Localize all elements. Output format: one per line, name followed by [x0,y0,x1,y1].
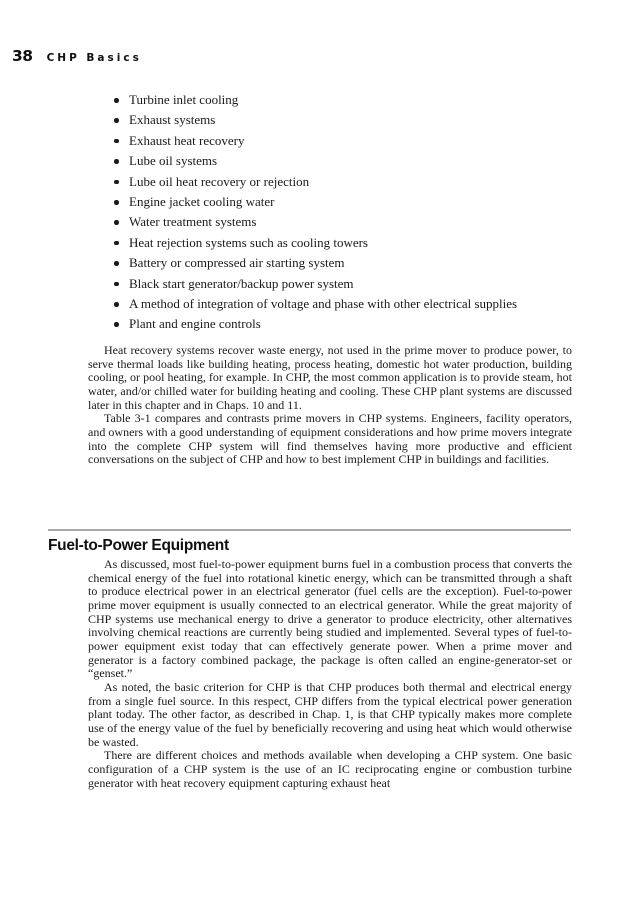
section-text [88,558,572,790]
paragraph: As noted, the basic criterion for CHP is that CHP produces both thermal and electrical energy from a single fuel source. In this respect, CHP differs from the typical electrical power generation plant today. The other factor, as described in Chap. 1, is that CHP typically makes more complete use of the energy value of the fuel by beneficially recovering and using heat which would otherwise be wasted. [88,679,572,749]
paragraph: Table 3-1 compares and contrasts prime movers in CHP systems. Engineers, facility operators, and owners with a good understanding of equipment considerations and how prime movers integrate into the complete CHP system will find themselves having more productive and efficient conversations on the subject of CHP and how to best implement CHP in buildings and facilities. [88,411,572,467]
list-item: Exhaust systems [112,110,582,130]
list-item: Battery or compressed air starting system [112,253,582,273]
list-item: Plant and engine controls [112,314,582,334]
bullet-list [112,90,582,335]
page-number: 38 [12,47,33,65]
paragraph: There are different choices and methods available when developing a CHP system. One basic configuration of a CHP system is the use of an IC reciprocating engine or combustion turbine generator with heat recovery equipment capturing exhaust heat [88,748,572,790]
paragraph: As discussed, most fuel-to-power equipment burns fuel in a combustion process that converts the chemical energy of the fuel into rotational kinetic energy, which can be transmitted through a shaft to produce electrical power in an electrical generator (fuel cells are the exception). Fuel-to-power prime mover equipment is usually connected to an electrical generator. While the great majority of CHP systems use mechanical energy to drive a generator to produce electricity, other alternatives involving chemical reactions are currently being studied and implemented. Several types of fuel-to-power equipment exist today that can effectively generate power. When a prime mover and generator is a factory combined package, the package is often called an engine-generator-set or “genset.” [88,557,572,681]
section-divider [48,529,571,531]
list-item: Exhaust heat recovery [112,131,582,151]
list-item: A method of integration of voltage and phase with other electrical supplies [112,294,582,314]
section-heading: Fuel-to-Power Equipment [48,537,229,554]
list-item: Engine jacket cooling water [112,192,582,212]
list-item: Lube oil heat recovery or rejection [112,172,582,192]
list-item: Heat rejection systems such as cooling towers [112,233,582,253]
list-item: Turbine inlet cooling [112,90,582,110]
paragraph: Heat recovery systems recover waste energy, not used in the prime mover to produce power, to serve thermal loads like building heating, process heating, domestic hot water production, building cooling, or pool heating, for example. In CHP, the most common application is to provide steam, hot water, and/or chilled water for building heating and cooling. These CHP plant systems are discussed later in this chapter and in Chaps. 10 and 11. [88,343,572,412]
page-header [12,47,142,71]
list-item: Lube oil systems [112,151,582,171]
list-item: Black start generator/backup power system [112,274,582,294]
running-head: CHP Basics [46,52,142,64]
list-item: Water treatment systems [112,212,582,232]
intro-text [88,344,572,467]
